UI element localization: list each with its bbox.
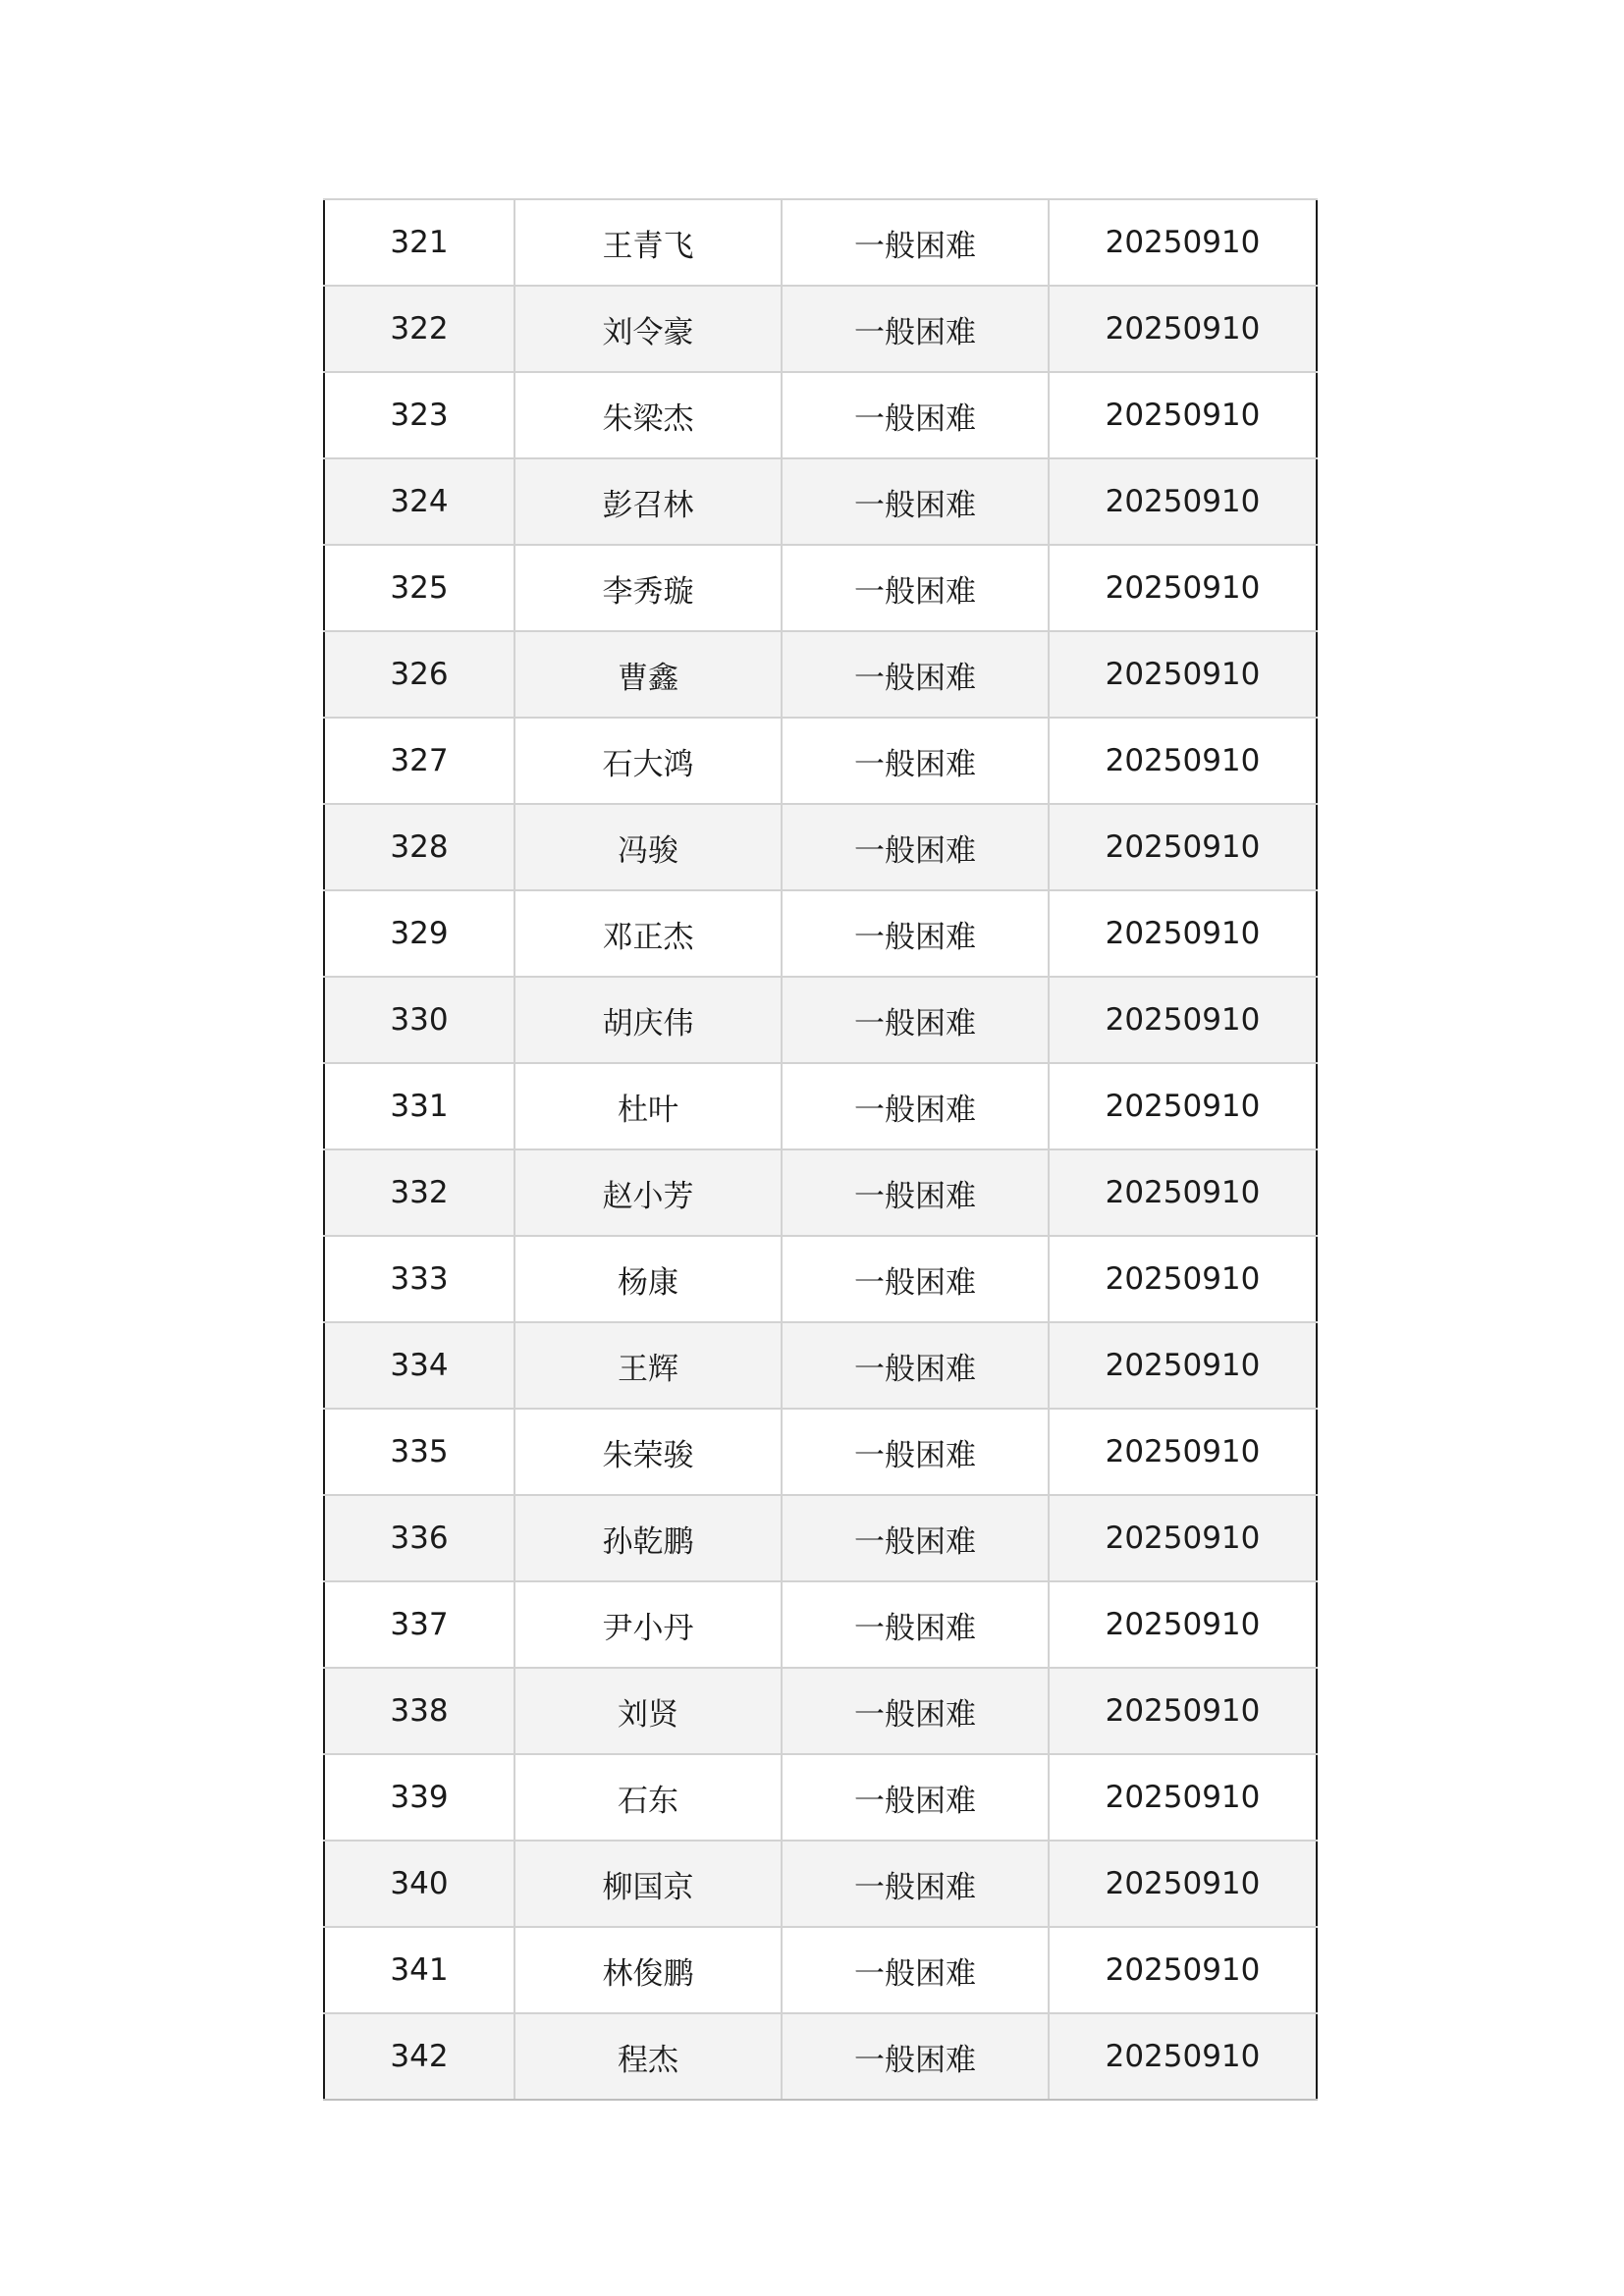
table-row	[324, 718, 1317, 804]
row-number-cell: 324	[324, 458, 514, 545]
table-row	[324, 1063, 1317, 1149]
date-cell: 20250910	[1049, 804, 1317, 890]
row-number-cell: 329	[324, 890, 514, 977]
row-number-cell: 340	[324, 1841, 514, 1927]
date-cell: 20250910	[1049, 718, 1317, 804]
table-row	[324, 1754, 1317, 1841]
name-cell: 尹小丹	[514, 1581, 782, 1668]
category-cell: 一般困难	[782, 718, 1049, 804]
date-cell: 20250910	[1049, 1495, 1317, 1581]
date-cell: 20250910	[1049, 1063, 1317, 1149]
row-number-cell: 339	[324, 1754, 514, 1841]
date-cell: 20250910	[1049, 1236, 1317, 1322]
category-cell: 一般困难	[782, 890, 1049, 977]
roster-table-body	[324, 199, 1317, 2100]
date-cell: 20250910	[1049, 977, 1317, 1063]
category-cell: 一般困难	[782, 631, 1049, 718]
category-cell: 一般困难	[782, 977, 1049, 1063]
table-row	[324, 1236, 1317, 1322]
row-number-cell: 337	[324, 1581, 514, 1668]
category-cell: 一般困难	[782, 545, 1049, 631]
category-cell: 一般困难	[782, 372, 1049, 458]
row-number-cell: 332	[324, 1149, 514, 1236]
date-cell: 20250910	[1049, 890, 1317, 977]
name-cell: 朱梁杰	[514, 372, 782, 458]
name-cell: 胡庆伟	[514, 977, 782, 1063]
category-cell: 一般困难	[782, 1063, 1049, 1149]
roster-table	[323, 198, 1318, 2101]
name-cell: 石大鸿	[514, 718, 782, 804]
row-number-cell: 334	[324, 1322, 514, 1409]
table-row	[324, 804, 1317, 890]
date-cell: 20250910	[1049, 1149, 1317, 1236]
date-cell: 20250910	[1049, 1409, 1317, 1495]
row-number-cell: 335	[324, 1409, 514, 1495]
row-number-cell: 325	[324, 545, 514, 631]
category-cell: 一般困难	[782, 458, 1049, 545]
category-cell: 一般困难	[782, 199, 1049, 286]
table-row	[324, 631, 1317, 718]
row-number-cell: 327	[324, 718, 514, 804]
name-cell: 邓正杰	[514, 890, 782, 977]
date-cell: 20250910	[1049, 372, 1317, 458]
name-cell: 冯骏	[514, 804, 782, 890]
name-cell: 杨康	[514, 1236, 782, 1322]
category-cell: 一般困难	[782, 1495, 1049, 1581]
category-cell: 一般困难	[782, 286, 1049, 372]
category-cell: 一般困难	[782, 1754, 1049, 1841]
row-number-cell: 342	[324, 2013, 514, 2100]
row-number-cell: 323	[324, 372, 514, 458]
name-cell: 刘贤	[514, 1668, 782, 1754]
table-row	[324, 1149, 1317, 1236]
name-cell: 程杰	[514, 2013, 782, 2100]
name-cell: 赵小芳	[514, 1149, 782, 1236]
row-number-cell: 326	[324, 631, 514, 718]
name-cell: 石东	[514, 1754, 782, 1841]
table-row	[324, 1322, 1317, 1409]
date-cell: 20250910	[1049, 545, 1317, 631]
row-number-cell: 336	[324, 1495, 514, 1581]
category-cell: 一般困难	[782, 2013, 1049, 2100]
table-row	[324, 458, 1317, 545]
category-cell: 一般困难	[782, 1581, 1049, 1668]
table-row	[324, 890, 1317, 977]
row-number-cell: 322	[324, 286, 514, 372]
table-row	[324, 372, 1317, 458]
date-cell: 20250910	[1049, 286, 1317, 372]
date-cell: 20250910	[1049, 1668, 1317, 1754]
table-row	[324, 2013, 1317, 2100]
date-cell: 20250910	[1049, 458, 1317, 545]
name-cell: 孙乾鹏	[514, 1495, 782, 1581]
category-cell: 一般困难	[782, 804, 1049, 890]
table-row	[324, 545, 1317, 631]
name-cell: 王辉	[514, 1322, 782, 1409]
name-cell: 李秀璇	[514, 545, 782, 631]
date-cell: 20250910	[1049, 1322, 1317, 1409]
date-cell: 20250910	[1049, 199, 1317, 286]
table-row	[324, 286, 1317, 372]
table-row	[324, 1668, 1317, 1754]
date-cell: 20250910	[1049, 1581, 1317, 1668]
name-cell: 彭召林	[514, 458, 782, 545]
category-cell: 一般困难	[782, 1322, 1049, 1409]
row-number-cell: 338	[324, 1668, 514, 1754]
row-number-cell: 341	[324, 1927, 514, 2013]
row-number-cell: 330	[324, 977, 514, 1063]
category-cell: 一般困难	[782, 1409, 1049, 1495]
table-row	[324, 1581, 1317, 1668]
date-cell: 20250910	[1049, 1841, 1317, 1927]
date-cell: 20250910	[1049, 1754, 1317, 1841]
category-cell: 一般困难	[782, 1927, 1049, 2013]
date-cell: 20250910	[1049, 631, 1317, 718]
name-cell: 刘令豪	[514, 286, 782, 372]
name-cell: 曹鑫	[514, 631, 782, 718]
category-cell: 一般困难	[782, 1149, 1049, 1236]
date-cell: 20250910	[1049, 1927, 1317, 2013]
category-cell: 一般困难	[782, 1668, 1049, 1754]
name-cell: 杜叶	[514, 1063, 782, 1149]
date-cell: 20250910	[1049, 2013, 1317, 2100]
table-row	[324, 977, 1317, 1063]
table-row	[324, 1841, 1317, 1927]
row-number-cell: 328	[324, 804, 514, 890]
name-cell: 柳国京	[514, 1841, 782, 1927]
name-cell: 朱荣骏	[514, 1409, 782, 1495]
table-row	[324, 1409, 1317, 1495]
table-row	[324, 1927, 1317, 2013]
category-cell: 一般困难	[782, 1236, 1049, 1322]
name-cell: 林俊鹏	[514, 1927, 782, 2013]
category-cell: 一般困难	[782, 1841, 1049, 1927]
name-cell: 王青飞	[514, 199, 782, 286]
table-row	[324, 199, 1317, 286]
row-number-cell: 331	[324, 1063, 514, 1149]
row-number-cell: 321	[324, 199, 514, 286]
table-row	[324, 1495, 1317, 1581]
row-number-cell: 333	[324, 1236, 514, 1322]
